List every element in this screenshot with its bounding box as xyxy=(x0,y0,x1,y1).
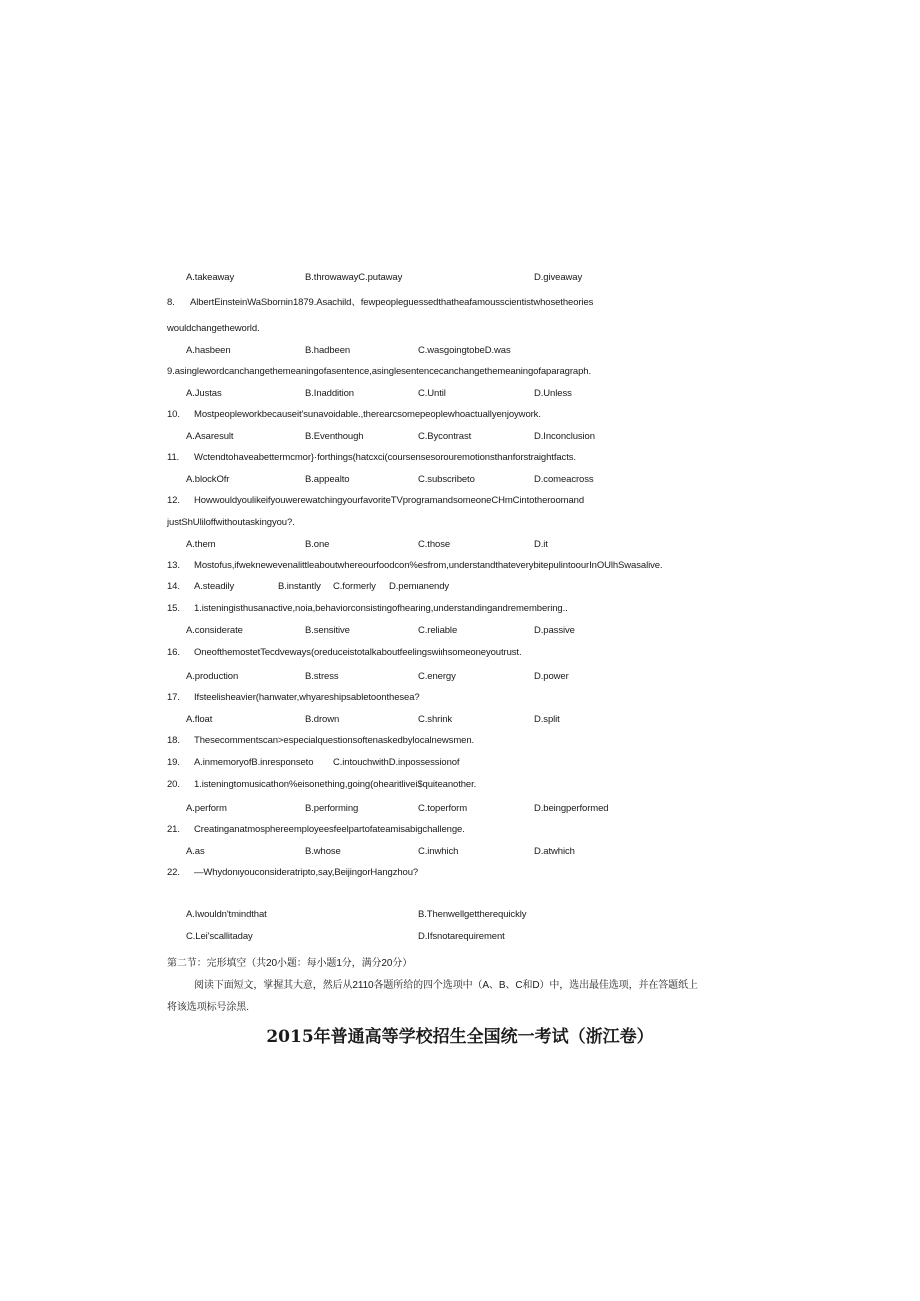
text-line: 12. xyxy=(167,495,180,506)
text-line: D.power xyxy=(534,671,569,682)
text-line: Wctendtohaveabettermcmor}·forthings(hatcxci(coursensesorouremotionsthanforstraightfacts. xyxy=(194,452,576,463)
text-line: 15. xyxy=(167,603,180,614)
text-line: D.Inconclusion xyxy=(534,431,595,442)
text-line: 阅读下面短文，掌握其大意，然后从2110各题所给的四个选项中（A、B、C和D）中，选出最佳选项，并在答题纸上 xyxy=(194,980,698,991)
text-line: B.one xyxy=(305,539,330,550)
text-line: A.Iwouldn'tmindthat xyxy=(186,909,267,920)
text-line: B.hadbeen xyxy=(305,345,351,356)
text-line: D.Unless xyxy=(534,388,572,399)
text-line: A.Justas xyxy=(186,388,222,399)
text-line: 16. xyxy=(167,647,180,658)
text-line: Mostpeopleworkbecauseit'sunavoidable.,therearcsomepeoplewhoactuallyenjoywork. xyxy=(194,409,541,420)
text-line: 1.isteningisthusanactive,noia,behaviorconsistingofhearing,understandingandremembering.. xyxy=(194,603,568,614)
text-line: A.as xyxy=(186,846,205,857)
text-line: C.subscribeto xyxy=(418,474,475,485)
text-line: Thesecommentscan>especialquestionsoftenaskedbylocalnewsmen. xyxy=(194,735,475,746)
text-line: 1.isteningtomusicathon%eisonething,going(ohearitlivei$quiteanother. xyxy=(194,779,477,790)
text-line: C.energy xyxy=(418,671,456,682)
text-line: C.inwhich xyxy=(418,846,459,857)
text-line: B.sensitive xyxy=(305,625,350,636)
text-line: B.drown xyxy=(305,714,340,725)
text-line: C.those xyxy=(418,539,451,550)
text-line: B.instantly xyxy=(278,581,321,592)
text-line: A.steadily xyxy=(194,581,235,592)
text-line: 第二节：完形填空（共20小题：每小题1分，满分20分） xyxy=(167,958,413,969)
text-line: 18. xyxy=(167,735,180,746)
text-line: B.performing xyxy=(305,803,359,814)
text-line: 22. xyxy=(167,867,180,878)
text-line: B.Thenwellgettherequickly xyxy=(418,909,527,920)
text-line: —Whydonιyouconsideratripto,say,BeijingorHangzhou? xyxy=(194,867,419,878)
text-line: A.float xyxy=(186,714,213,725)
text-line: 13. xyxy=(167,560,180,571)
text-line: Ifsteelisheavier(hanwater,whyareshipsabletoonthesea? xyxy=(194,692,420,703)
text-line: HowwouldyoulikeifyouwerewatchingyourfavoriteTVprogramandsomeoneCHmCintotheroomand xyxy=(194,495,585,506)
text-line: B.whose xyxy=(305,846,341,857)
text-line: 将该选项标号涂黑. xyxy=(167,1002,249,1013)
text-line: A.blockOfr xyxy=(186,474,230,485)
text-line: D.split xyxy=(534,714,560,725)
exam-title: 2015年普通高等学校招生全国统一考试（浙江卷） xyxy=(266,1027,654,1047)
text-line: 10. xyxy=(167,409,180,420)
text-line: B.stress xyxy=(305,671,339,682)
text-line: D.beingperformed xyxy=(534,803,609,814)
text-line: B.appealto xyxy=(305,474,350,485)
text-line: D.it xyxy=(534,539,548,550)
text-line: B.Eventhough xyxy=(305,431,364,442)
text-line: wouldchangetheworld. xyxy=(167,323,260,334)
text-line: OneofthemostetTecdveways(oreduceistotalkaboutfeelingswiιhsomeoneyoutrust. xyxy=(194,647,522,658)
text-line: 21. xyxy=(167,824,180,835)
text-line: A.production xyxy=(186,671,239,682)
text-line: C.shrink xyxy=(418,714,453,725)
text-line: C.Until xyxy=(418,388,446,399)
text-line: C.reliable xyxy=(418,625,458,636)
text-line: D.Ifsnotarequirement xyxy=(418,931,505,942)
text-line: A.them xyxy=(186,539,216,550)
text-line: C.wasgoingtobeD.was xyxy=(418,345,511,356)
text-line: 20. xyxy=(167,779,180,790)
text-line: D.giveaway xyxy=(534,272,583,283)
text-line: A.Asaresult xyxy=(186,431,234,442)
text-line: 8. xyxy=(167,297,175,308)
text-line: D.comeacross xyxy=(534,474,594,485)
text-line: C.Bycontrast xyxy=(418,431,472,442)
text-line: justShUliloffwithoutaskingyou?. xyxy=(167,517,295,528)
text-line: C.intouchwithD.inpossessionof xyxy=(333,757,460,768)
text-line: Mostofus,ifweknewevenalittleaboutwhereourfoodcon%esfrom,understandthateverybitepulintoourInOUlhSwasalive. xyxy=(194,560,663,571)
text-line: 19. xyxy=(167,757,180,768)
text-line: A.considerate xyxy=(186,625,243,636)
text-line: A.perform xyxy=(186,803,227,814)
text-line: Creatinganatmosphereemployeesfeelpartofateamisabigchallenge. xyxy=(194,824,465,835)
text-line: D.passive xyxy=(534,625,575,636)
text-line: 14. xyxy=(167,581,180,592)
text-line: 17. xyxy=(167,692,180,703)
text-line: 11. xyxy=(167,452,180,463)
text-line: C.formerly xyxy=(333,581,376,592)
text-line: 9.asinglewordcanchangethemeaningofasentence,asinglesentencecanchangethemeaningofaparagraph. xyxy=(167,366,592,377)
text-line: AlbertEinsteinWaSbornin1879.Asachild、fewpeopleguessedthatheafamousscientistwhosetheories xyxy=(190,297,594,308)
text-line: A.hasbeen xyxy=(186,345,231,356)
text-line: D.atwhich xyxy=(534,846,575,857)
text-line: A.takeaway xyxy=(186,272,235,283)
text-line: B.throwawayC.putaway xyxy=(305,272,403,283)
text-line: A.inmemoryofB.inresponseto xyxy=(194,757,314,768)
text-line: C.toperform xyxy=(418,803,468,814)
text-line: B.Inaddition xyxy=(305,388,354,399)
text-line: C.Lei'scallitaday xyxy=(186,931,253,942)
text-line: D.pemιanendy xyxy=(389,581,450,592)
